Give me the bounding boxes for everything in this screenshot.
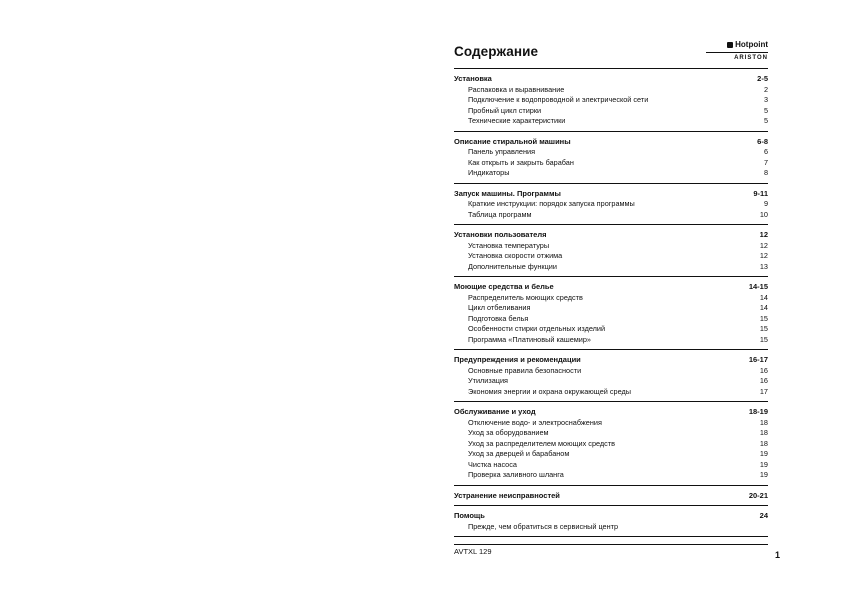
toc-entry[interactable] <box>454 85 768 96</box>
entry-page: 12 <box>759 251 768 260</box>
section-title: Установка <box>454 74 492 83</box>
entry-label: Панель управления <box>468 147 536 156</box>
entry-label: Таблица программ <box>468 209 532 219</box>
section-title: Помощь <box>454 511 485 520</box>
entry-label: Распаковка и выравнивание <box>468 84 565 94</box>
toc-page <box>454 40 768 580</box>
toc-entry[interactable] <box>454 460 768 471</box>
entry-label: Уход за дверцей и барабаном <box>468 449 570 458</box>
entry-page: 16 <box>759 376 768 385</box>
toc-entry[interactable] <box>454 168 768 179</box>
toc-section <box>454 135 768 184</box>
toc-entry[interactable] <box>454 324 768 335</box>
toc-entry[interactable] <box>454 158 768 169</box>
toc-entry[interactable] <box>454 418 768 429</box>
entry-label: Индикаторы <box>468 168 510 177</box>
toc-entry[interactable] <box>454 210 768 221</box>
toc-entry[interactable] <box>454 439 768 450</box>
entry-page: 19 <box>759 470 768 479</box>
entry-page: 13 <box>759 261 768 271</box>
toc-section-heading[interactable] <box>454 511 768 522</box>
toc-entry[interactable] <box>454 303 768 314</box>
entry-label: Уход за распределителем моющих средств <box>468 438 616 448</box>
entry-page: 5 <box>763 105 768 115</box>
entry-label: Основные правила безопасности <box>468 365 582 375</box>
entry-page: 9 <box>763 199 768 208</box>
page-header <box>454 40 768 70</box>
toc-entry[interactable] <box>454 387 768 398</box>
page-title: Содержание <box>454 44 539 59</box>
entry-page: 10 <box>759 209 768 219</box>
toc-entry[interactable] <box>454 95 768 106</box>
entry-label: Отключение водо- и электроснабжения <box>468 417 602 427</box>
entry-page: 19 <box>759 459 768 469</box>
entry-label: Технические характеристики <box>468 116 566 125</box>
toc-entry[interactable] <box>454 449 768 460</box>
entry-label: Прежде, чем обратиться в сервисный центр <box>468 521 619 531</box>
entry-label: Установка температуры <box>468 240 550 250</box>
section-title: Устранение неисправностей <box>454 490 560 500</box>
section-pages: 20-21 <box>748 490 768 500</box>
toc-section-heading[interactable] <box>454 355 768 366</box>
entry-label: Особенности стирки отдельных изделий <box>468 324 606 333</box>
toc-entry[interactable] <box>454 470 768 481</box>
entry-page: 19 <box>759 449 768 458</box>
page-footer <box>454 544 784 560</box>
section-title: Обслуживание и уход <box>454 407 536 416</box>
entry-page: 12 <box>759 240 768 250</box>
section-title: Предупреждения и рекомендации <box>454 355 581 364</box>
section-pages: 24 <box>759 511 768 520</box>
entry-label: Распределитель моющих средств <box>468 292 583 302</box>
toc-entry[interactable] <box>454 199 768 210</box>
model-name: AVTXL 129 <box>454 547 492 556</box>
section-pages: 12 <box>759 230 768 239</box>
table-of-contents <box>454 72 768 540</box>
toc-section <box>454 489 768 507</box>
toc-section-heading[interactable] <box>454 282 768 293</box>
section-title: Установки пользователя <box>454 230 547 239</box>
toc-entry[interactable] <box>454 251 768 262</box>
entry-page: 6 <box>763 147 768 156</box>
toc-entry[interactable] <box>454 106 768 117</box>
entry-label: Уход за оборудованием <box>468 428 549 437</box>
toc-entry[interactable] <box>454 366 768 377</box>
entry-label: Пробный цикл стирки <box>468 105 542 115</box>
section-title: Моющие средства и белье <box>454 282 554 291</box>
section-title: Описание стиральной машины <box>454 136 571 146</box>
toc-section <box>454 72 768 132</box>
footer-divider <box>454 544 768 545</box>
hotpoint-logo-icon <box>727 42 733 48</box>
section-title: Запуск машины. Программы <box>454 188 561 198</box>
section-pages: 14-15 <box>748 282 768 291</box>
toc-section <box>454 405 768 486</box>
toc-entry[interactable] <box>454 116 768 127</box>
section-pages: 18-19 <box>748 407 768 416</box>
entry-label: Установка скорости отжима <box>468 251 563 260</box>
entry-page: 7 <box>763 157 768 167</box>
entry-label: Дополнительные функции <box>468 261 557 271</box>
brand-logo <box>706 40 768 64</box>
toc-entry[interactable] <box>454 314 768 325</box>
entry-label: Экономия энергии и охрана окружающей среды <box>468 386 631 396</box>
entry-page: 3 <box>763 95 768 104</box>
entry-page: 2 <box>763 84 768 94</box>
toc-entry[interactable] <box>454 147 768 158</box>
entry-label: Утилизация <box>468 376 508 385</box>
logo-top-text: Hotpoint <box>735 40 768 49</box>
entry-label: Программа «Платиновый кашемир» <box>468 334 591 344</box>
toc-entry[interactable] <box>454 376 768 387</box>
toc-section-heading[interactable] <box>454 74 768 85</box>
toc-section-heading[interactable] <box>454 407 768 418</box>
toc-section <box>454 353 768 402</box>
toc-entry[interactable] <box>454 293 768 304</box>
entry-label: Проверка заливного шланга <box>468 470 564 479</box>
entry-label: Подготовка белья <box>468 313 529 323</box>
entry-page: 18 <box>759 428 768 437</box>
toc-section <box>454 187 768 226</box>
entry-label: Как открыть и закрыть барабан <box>468 157 574 167</box>
toc-section-heading[interactable] <box>454 491 768 502</box>
header-divider <box>454 68 768 69</box>
section-pages: 6-8 <box>757 136 768 146</box>
toc-entry[interactable] <box>454 241 768 252</box>
entry-page: 14 <box>759 303 768 312</box>
toc-section <box>454 509 768 537</box>
entry-page: 15 <box>759 313 768 323</box>
toc-section-heading[interactable] <box>454 189 768 200</box>
entry-label: Цикл отбеливания <box>468 303 531 312</box>
toc-section-heading[interactable] <box>454 230 768 241</box>
entry-label: Подключение к водопроводной и электрической сети <box>468 95 649 104</box>
entry-page: 15 <box>759 324 768 333</box>
toc-entry[interactable] <box>454 428 768 439</box>
toc-section <box>454 228 768 277</box>
page-number: 1 <box>775 550 781 560</box>
toc-section <box>454 280 768 350</box>
entry-page: 5 <box>763 116 768 125</box>
entry-label: Чистка насоса <box>468 459 517 469</box>
section-pages: 2-5 <box>757 74 768 83</box>
toc-entry[interactable] <box>454 262 768 273</box>
toc-section-heading[interactable] <box>454 137 768 148</box>
entry-page: 14 <box>759 292 768 302</box>
entry-label: Краткие инструкции: порядок запуска программы <box>468 199 635 208</box>
entry-page: 16 <box>759 365 768 375</box>
entry-page: 18 <box>759 417 768 427</box>
logo-bottom-text: ARISTON <box>734 55 768 61</box>
section-pages: 9-11 <box>753 188 768 198</box>
toc-entry[interactable] <box>454 522 768 533</box>
entry-page: 8 <box>763 168 768 177</box>
entry-page: 17 <box>759 386 768 396</box>
toc-entry[interactable] <box>454 335 768 346</box>
logo-divider <box>706 52 768 53</box>
section-pages: 16-17 <box>748 355 768 364</box>
entry-page: 18 <box>759 438 768 448</box>
entry-page: 15 <box>759 334 768 344</box>
